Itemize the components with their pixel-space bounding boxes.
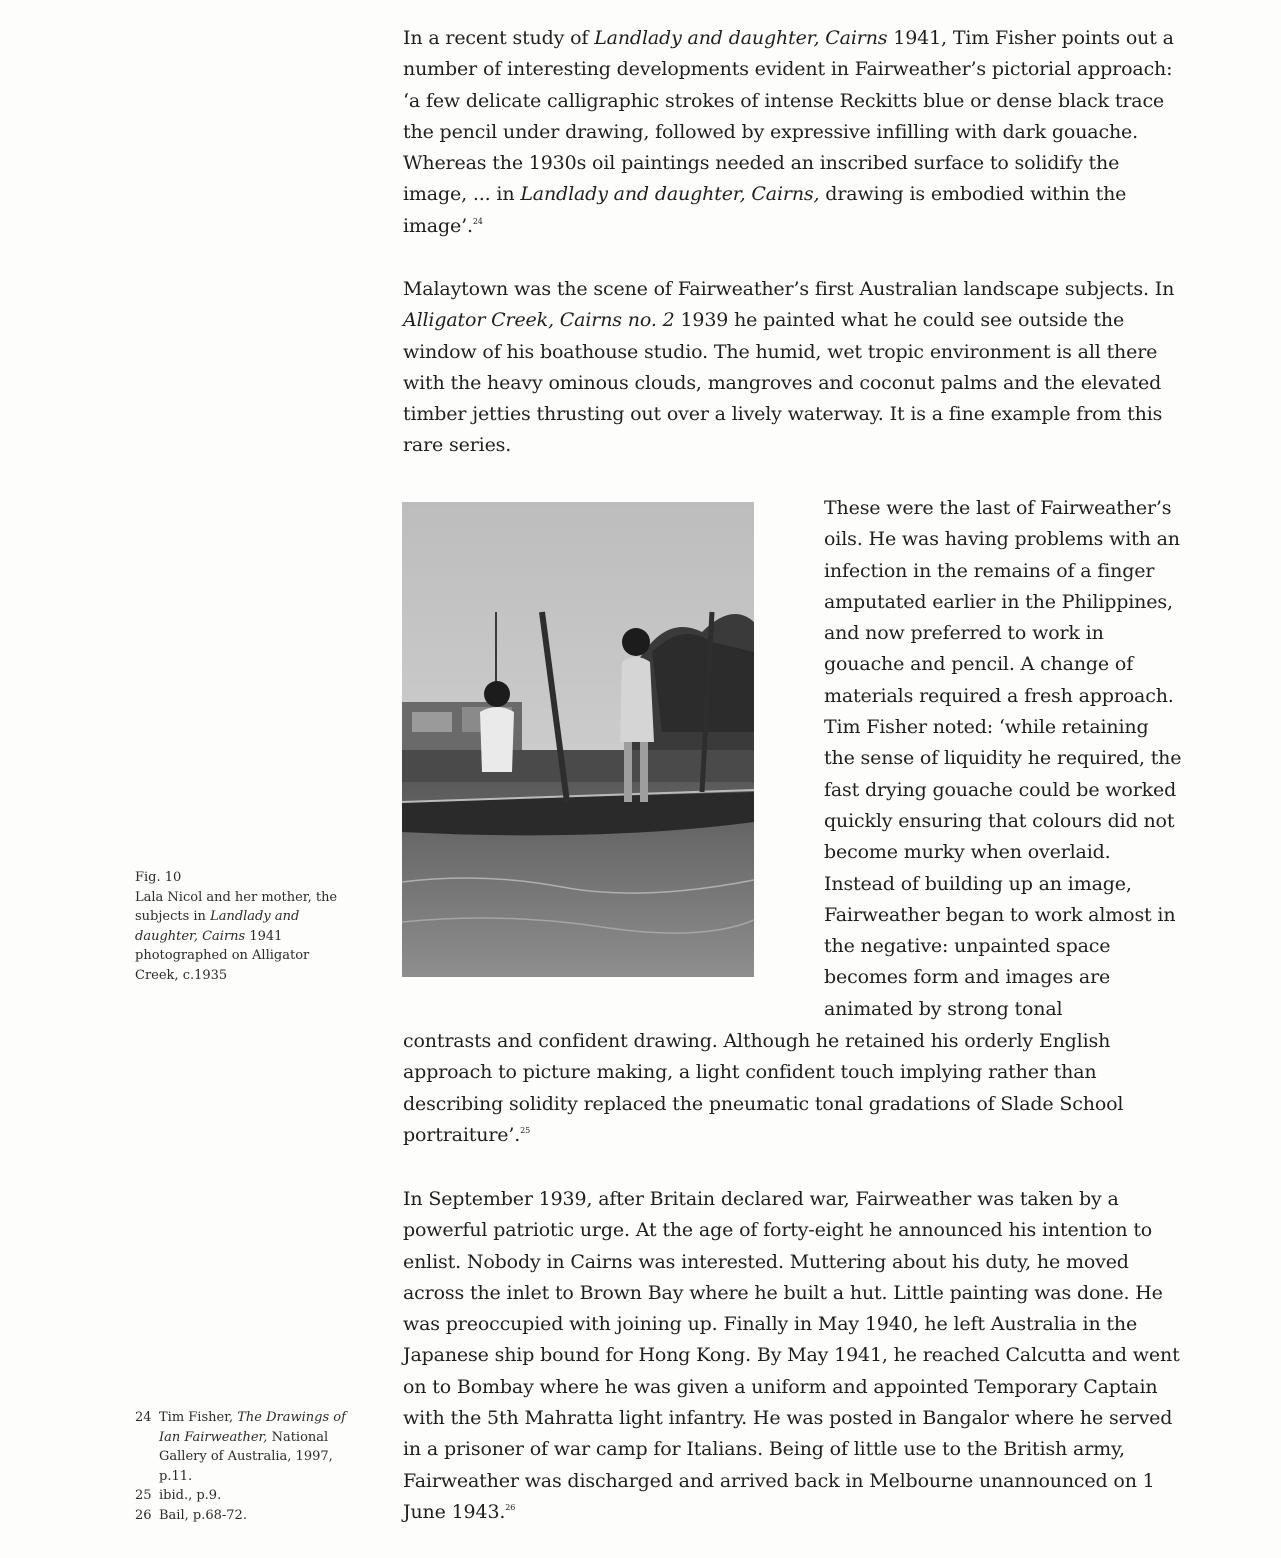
artwork-title: Landlady and daughter, Cairns,: [520, 183, 820, 206]
footnote-text: ibid., p.9.: [159, 1488, 222, 1503]
text-run: National Gallery of Australia, 1997, p.11.: [159, 1429, 333, 1484]
footnote: [135, 1506, 365, 1526]
caption-text: [135, 888, 350, 986]
paragraph-landlady-study: [403, 23, 1183, 242]
paragraph-malaytown: [403, 274, 1183, 462]
text-run: In a recent study of: [403, 27, 595, 49]
paragraph-last-oils-continued: [403, 1026, 1183, 1151]
artwork-title: Landlady and daughter, Cairns: [135, 909, 300, 944]
book-title: The Drawings of Ian Fairweather,: [159, 1410, 346, 1445]
text-run: 1939 he painted what he could see outside the window of his boathouse studio. The humid, wet tropic environment is all there with the heavy ominous clouds, mangroves and coconut palms and the elevated timber jetties thrusting out over a lively waterway. It is a fine example from this rare series.: [403, 309, 1163, 457]
footnote-ref: 26: [505, 1502, 516, 1512]
footnote-number: 24: [135, 1410, 152, 1425]
text-run: These were the last of Fairweather’s oils. He was having problems with an infection in the remains of a finger amputated earlier in the Philippines, and now preferred to work in gouache and pencil. A change of materials required a fresh approach. Tim Fisher noted: ‘while retaining the sense of liquidity he required, the fast drying gouache could be worked quickly ensuring that colours did not become murky when overlaid. Instead of building up an image, Fairweather began to work almost in the negative: unpainted space becomes form and images are animated by strong tonal: [824, 497, 1182, 1020]
text-run: 1941 photographed on Alligator Creek, c.1935: [135, 928, 310, 983]
figure-number: Fig. 10: [135, 870, 182, 885]
footnote-text: [159, 1408, 365, 1486]
text-run: Malaytown was the scene of Fairweather’s first Australian landscape subjects. In: [403, 278, 1175, 300]
footnote-ref: 25: [520, 1125, 531, 1135]
footnote-ref: 24: [472, 216, 483, 226]
paragraph-war-service: [403, 1184, 1183, 1528]
footnote-number: 25: [135, 1488, 152, 1503]
artwork-title: Alligator Creek, Cairns no. 2: [403, 309, 675, 332]
figure-photo: [402, 502, 754, 977]
footnote-text: Bail, p.68-72.: [159, 1507, 247, 1523]
text-run: contrasts and confident drawing. Although he retained his orderly English approach to picture making, a light confident touch implying rather than describing solidity replaced the pneumatic tonal gradations of Slade School portraiture’.: [403, 1030, 1124, 1146]
footnote: [135, 1486, 365, 1506]
text-run: In September 1939, after Britain declared war, Fairweather was taken by a powerful patriotic urge. At the age of forty-eight he announced his intention to enlist. Nobody in Cairns was interested. Muttering about his duty, he moved across the inlet to Brown Bay where he built a hut. Little painting was done. He was preoccupied with joining up. Finally in May 1940, he left Australia in the Japanese ship bound for Hong Kong. By May 1941, he reached Calcutta and went on to Bombay where he was given a uniform and appointed Temporary Captain with the 5th Mahratta light infantry. He was posted in Bangalor where he served in a prisoner of war camp for Italians. Being of little use to the British army, Fairweather was discharged and arrived back in Melbourne unannounced on 1 June 1943.: [403, 1188, 1180, 1523]
footnote: [135, 1408, 365, 1486]
text-run: Lala Nicol and her mother, the subjects in: [135, 889, 338, 924]
text-run: 1941, Tim Fisher points out a number of interesting developments evident in Fairweather’s pictorial approach: ‘a few delicate calligraphic strokes of intense Reckitts blue or dense black trace the pencil under drawing, followed by expressive infilling with dark gouache. Whereas the 1930s oil paintings needed an inscribed surface to solidify the image, ... in: [403, 27, 1174, 206]
figure-caption: [135, 868, 350, 985]
paragraph-last-oils: [824, 493, 1184, 1025]
text-run: Tim Fisher,: [159, 1410, 238, 1425]
artwork-title: Landlady and daughter, Cairns: [594, 27, 888, 49]
footnotes: [135, 1408, 365, 1525]
text-run: drawing is embodied within the image’.: [403, 183, 1127, 237]
footnote-number: 26: [135, 1507, 152, 1523]
photo-two-women-on-boat: [402, 502, 754, 977]
